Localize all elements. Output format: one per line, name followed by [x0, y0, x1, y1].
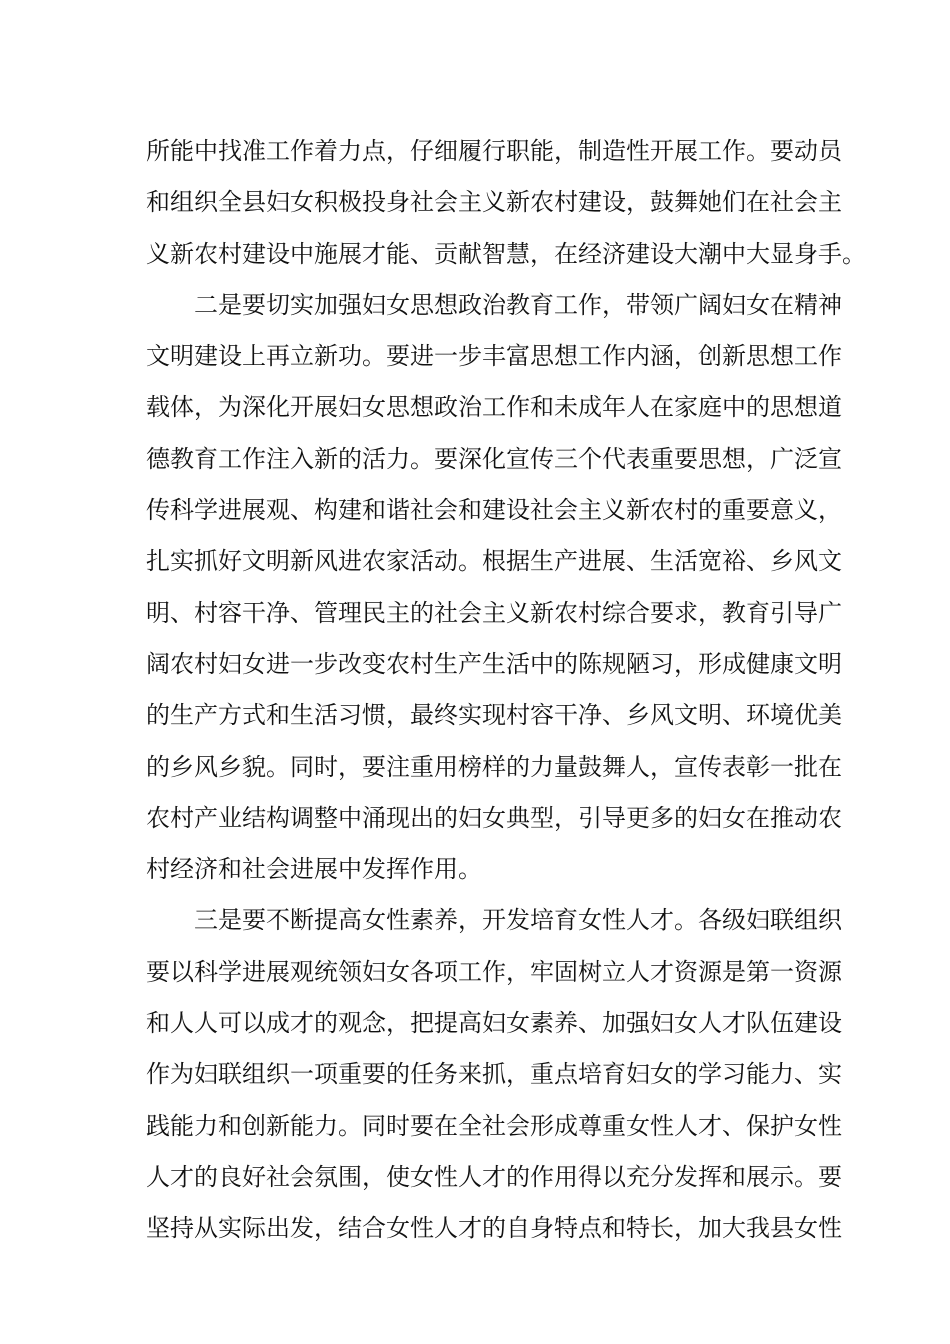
text-line: 坚持从实际出发，结合女性人才的自身特点和特长，加大我县女性 — [146, 1214, 842, 1243]
text-line: 明、村容干净、管理民主的社会主义新农村综合要求，教育引导广 — [146, 598, 842, 627]
text-line: 载体，为深化开展妇女思想政治工作和未成年人在家庭中的思想道 — [146, 393, 842, 422]
text-line: 和人人可以成才的观念，把提高妇女素养、加强妇女人才队伍建设 — [146, 1009, 842, 1038]
text-line: 要以科学进展观统领妇女各项工作，牢固树立人才资源是第一资源 — [146, 957, 842, 986]
text-line: 扎实抓好文明新风进农家活动。根据生产进展、生活宽裕、乡风文 — [146, 547, 842, 576]
text-line: 人才的良好社会氛围，使女性人才的作用得以充分发挥和展示。要 — [146, 1162, 842, 1191]
text-line: 村经济和社会进展中发挥作用。 — [146, 855, 482, 884]
body-text — [146, 126, 866, 1255]
text-line: 践能力和创新能力。同时要在全社会形成尊重女性人才、保护女性 — [146, 1111, 842, 1140]
text-line: 传科学进展观、构建和谐社会和建设社会主义新农村的重要意义， — [146, 496, 842, 525]
text-line: 德教育工作注入新的活力。要深化宣传三个代表重要思想，广泛宣 — [146, 444, 842, 473]
text-line: 的乡风乡貌。同时，要注重用榜样的力量鼓舞人，宣传表彰一批在 — [146, 752, 842, 781]
text-line: 阔农村妇女进一步改变农村生产生活中的陈规陋习，形成健康文明 — [146, 649, 842, 678]
paragraph-start-line: 三是要不断提高女性素养，开发培育女性人才。各级妇联组织 — [194, 906, 842, 935]
text-line: 义新农村建设中施展才能、贡献智慧，在经济建设大潮中大显身手。 — [146, 239, 866, 268]
text-line: 农村产业结构调整中涌现出的妇女典型，引导更多的妇女在推动农 — [146, 803, 842, 832]
text-line: 的生产方式和生活习惯，最终实现村容干净、乡风文明、环境优美 — [146, 701, 842, 730]
paragraph-start-line: 二是要切实加强妇女思想政治教育工作，带领广阔妇女在精神 — [194, 290, 842, 319]
text-line: 作为妇联组织一项重要的任务来抓，重点培育妇女的学习能力、实 — [146, 1060, 842, 1089]
text-line: 所能中找准工作着力点，仔细履行职能，制造性开展工作。要动员 — [146, 137, 842, 165]
text-line: 和组织全县妇女积极投身社会主义新农村建设，鼓舞她们在社会主 — [146, 188, 842, 217]
text-line: 文明建设上再立新功。要进一步丰富思想工作内涵，创新思想工作 — [146, 342, 842, 371]
